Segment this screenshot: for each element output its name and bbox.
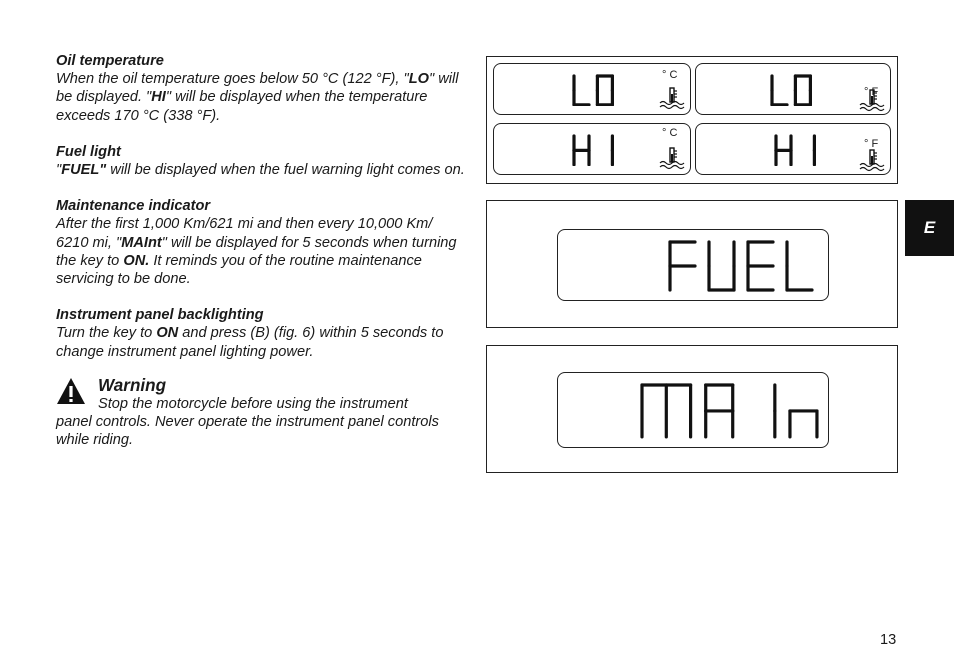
section-title: Instrument panel backlighting	[56, 307, 264, 324]
lcd-glyph	[776, 136, 791, 165]
warning-block	[56, 377, 468, 450]
warning-title: Warning	[98, 375, 166, 395]
section-body: After the first 1,000 Km/621 mi and then every 10,000 Km/ 6210 mi, "MAInt" will be displayed for 5 seconds when turning the key to ON. It reminds you of the routine maintenance servicing to be done.	[56, 216, 457, 288]
unit-label: ° C	[662, 69, 678, 81]
section-fuel-light	[56, 143, 468, 179]
unit-label: ° F	[864, 138, 879, 150]
section-title: Fuel light	[56, 143, 121, 160]
section-oil-temperature	[56, 52, 468, 125]
section-body: When the oil temperature goes below 50 °C (122 °F), "LO" will be displayed. "HI" will be displayed when the temperature exceeds 170 °C (338 °F).	[56, 71, 459, 124]
thermometer-icon	[658, 86, 686, 110]
figure-maint-display	[486, 345, 898, 473]
lcd-glyph	[574, 136, 589, 165]
lcd-maint	[557, 372, 829, 448]
language-tab: E	[905, 200, 954, 256]
lcd-glyph	[772, 76, 787, 105]
section-maintenance-indicator	[56, 197, 468, 288]
lcd-glyph	[642, 385, 691, 437]
lcd-fuel	[557, 229, 829, 301]
lcd-glyph	[670, 242, 695, 290]
unit-label: ° C	[662, 127, 678, 139]
figure-fuel-display	[486, 200, 898, 328]
lcd-glyph	[709, 242, 734, 290]
lcd-text	[640, 383, 820, 439]
warning-body: panel controls. Never operate the instrument panel controls while riding.	[56, 414, 439, 449]
thermometer-icon	[858, 148, 886, 172]
warning-triangle-icon	[56, 377, 86, 405]
section-body: "FUEL" will be displayed when the fuel warning light comes on.	[56, 162, 465, 179]
lcd-hi-celsius	[493, 123, 691, 175]
lcd-hi-fahrenheit	[695, 123, 891, 175]
lcd-glyph	[795, 76, 810, 105]
lcd-text	[572, 74, 632, 106]
lcd-glyph	[597, 76, 612, 105]
lcd-text	[668, 240, 818, 292]
warning-line-1: Stop the motorcycle before using the instrument	[98, 396, 408, 413]
unit-label: ° F	[864, 86, 879, 98]
thermometer-icon	[858, 88, 886, 112]
lcd-text	[774, 134, 834, 166]
lcd-glyph	[787, 242, 812, 290]
section-title: Maintenance indicator	[56, 198, 211, 215]
section-backlighting	[56, 306, 468, 361]
lcd-text	[572, 134, 632, 166]
lcd-glyph	[706, 385, 733, 437]
page-number: 13	[880, 632, 897, 648]
lcd-lo-fahrenheit	[695, 63, 891, 115]
lcd-text	[770, 74, 830, 106]
thermometer-icon	[658, 146, 686, 170]
lcd-glyph	[790, 411, 817, 437]
lcd-glyph	[748, 242, 773, 290]
section-title: Oil temperature	[56, 53, 164, 69]
section-body: Turn the key to ON and press (B) (fig. 6) within 5 seconds to change instrument panel lighting power.	[56, 325, 444, 360]
figure-temperature-displays	[486, 56, 898, 184]
lcd-lo-celsius	[493, 63, 691, 115]
lcd-glyph	[574, 76, 589, 105]
text-column	[56, 52, 468, 450]
